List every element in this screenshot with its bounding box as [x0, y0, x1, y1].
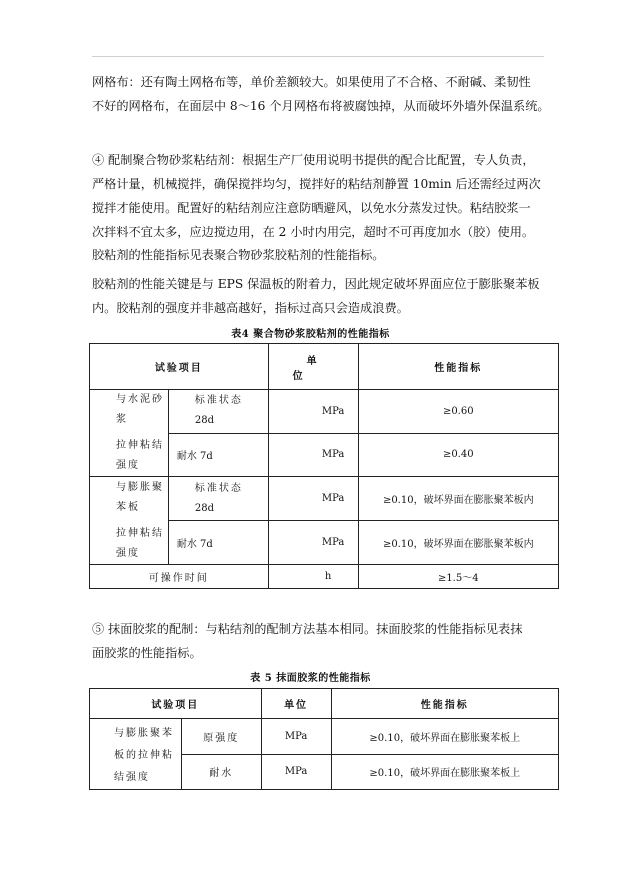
unit-cell: MPa	[261, 754, 331, 790]
condition-cell: 耐水 7d	[168, 521, 268, 565]
value-cell: ≥0.10，破坏界面在膨胀聚苯板上	[331, 719, 559, 755]
header-item: 试验项目	[90, 344, 269, 390]
text-line: 网格布：还有陶土网格布等，单价差额较大。如果使用了不合格、不耐碱、柔韧性	[92, 75, 531, 89]
paragraph-adhesive-prep	[92, 148, 562, 266]
value-cell: ≥0.10，破坏界面在膨胀聚苯板内	[358, 521, 558, 565]
table-header-row	[90, 344, 559, 390]
value-cell: ≥1.5～4	[358, 565, 558, 589]
table-header-row	[90, 689, 559, 719]
table5-caption: 表 5 抹面胶浆的性能指标	[250, 673, 371, 684]
value-cell: ≥0.40	[358, 433, 558, 477]
table-row	[90, 390, 559, 434]
unit-cell: MPa	[261, 719, 331, 755]
text-line: 搅拌才能使用。配置好的粘结剂应注意防晒避风，以免水分蒸发过快。粘结胶浆一	[92, 201, 531, 215]
value-cell: ≥0.10，破坏界面在膨胀聚苯板内	[358, 477, 558, 521]
table-row	[90, 477, 559, 521]
text-line: 严格计量，机械搅拌，确保搅拌均匀，搅拌好的粘结剂静置 10min 后还需经过两次	[92, 177, 541, 191]
paragraph-adhesive-performance	[92, 272, 562, 320]
text-line: 不好的网格布，在面层中 8～16 个月网格布将被腐蚀掉，从而破坏外墙外保温系统。	[92, 99, 550, 113]
unit-cell: MPa	[268, 521, 358, 565]
table5	[89, 688, 559, 790]
unit-cell: MPa	[268, 390, 358, 434]
table-row	[90, 565, 559, 589]
group-label: 与膨胀聚苯 板的拉伸粘 结强度	[90, 719, 182, 790]
item-cell: 可操作时间	[90, 565, 269, 589]
header-unit: 单 位	[268, 344, 358, 390]
group-label-eps: 与膨胀聚 苯板 拉伸粘结 强度	[90, 477, 169, 565]
paragraph-render-mortar	[92, 617, 562, 665]
text-line: 胶粘剂的性能关键是与 EPS 保温板的附着力，因此规定破坏界面应位于膨胀聚苯板	[92, 277, 540, 291]
unit-cell: MPa	[268, 433, 358, 477]
header-unit: 单位	[261, 689, 331, 719]
text-line: 胶粘剂的性能指标见表聚合物砂浆胶粘剂的性能指标。	[92, 248, 385, 262]
text-line: ⑤ 抹面胶浆的配制：与粘结剂的配制方法基本相同。抹面胶浆的性能指标见表抹	[92, 622, 523, 636]
header-index: 性能指标	[358, 344, 558, 390]
condition-cell: 耐水	[181, 754, 261, 790]
value-cell: ≥0.10，破坏界面在膨胀聚苯板上	[331, 754, 559, 790]
group-label-cement: 与水泥砂 浆 拉伸粘结 强度	[90, 390, 169, 477]
paragraph-mesh	[92, 70, 562, 118]
condition-cell: 耐水 7d	[168, 433, 268, 477]
table4-caption: 表4 聚合物砂浆胶粘剂的性能指标	[231, 329, 390, 340]
text-line: 面胶浆的性能指标。	[92, 646, 202, 660]
unit-cell: h	[268, 565, 358, 589]
condition-cell: 标准状态 28d	[168, 390, 268, 434]
header-item: 试验项目	[90, 689, 262, 719]
unit-cell: MPa	[268, 477, 358, 521]
table4	[89, 343, 559, 589]
value-cell: ≥0.60	[358, 390, 558, 434]
condition-cell: 标准状态 28d	[168, 477, 268, 521]
header-rule	[92, 56, 544, 57]
header-index: 性能指标	[331, 689, 559, 719]
table-row	[90, 719, 559, 755]
text-line: 内。胶粘剂的强度并非越高越好，指标过高只会造成浪费。	[92, 301, 409, 315]
text-line: ④ 配制聚合物砂浆粘结剂：根据生产厂使用说明书提供的配合比配置，专人负责，	[92, 153, 535, 167]
condition-cell: 原强度	[181, 719, 261, 755]
text-line: 次拌料不宜太多，应边搅边用，在 2 小时内用完，超时不可再度加水（胶）使用。	[92, 225, 535, 239]
